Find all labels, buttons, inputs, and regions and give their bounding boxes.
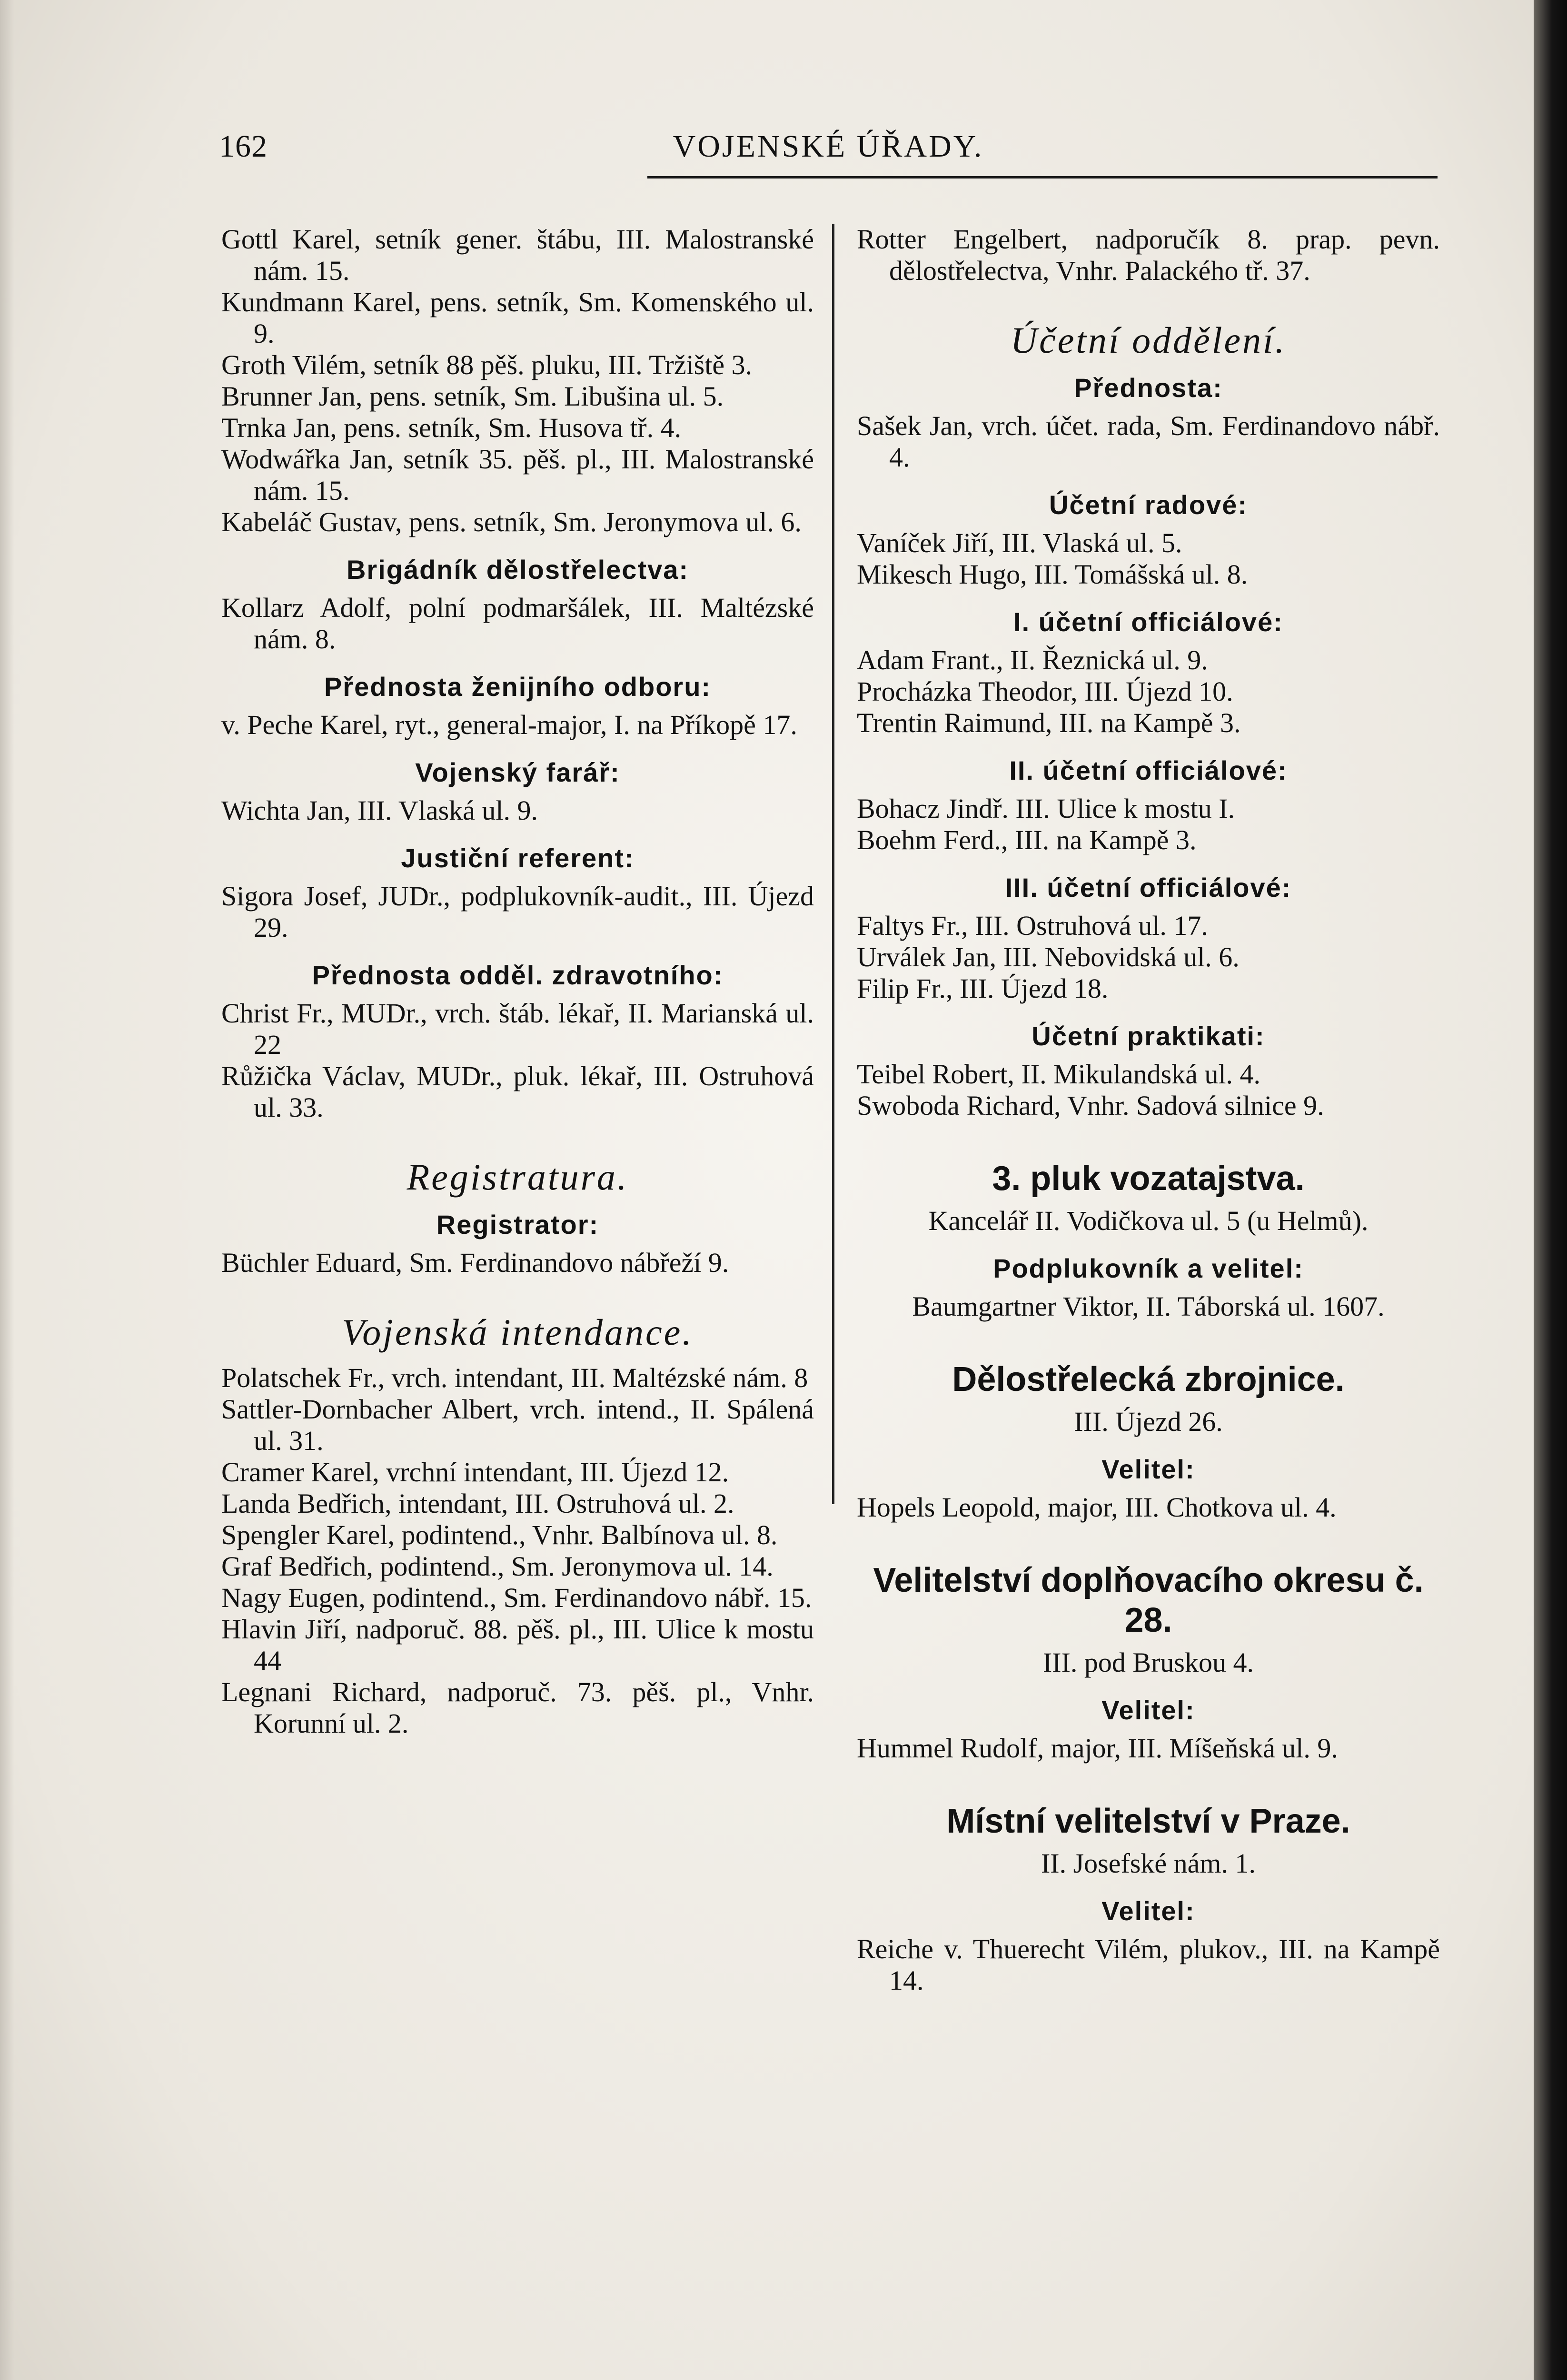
entry-nagy: Nagy Eugen, podintend., Sm. Ferdinandovo nábř. 15. <box>221 1582 812 1613</box>
subheading-zdravotniho: Přednosta odděl. zdravotního: <box>312 960 724 990</box>
left-column <box>221 224 814 1739</box>
entry-cramer: Cramer Karel, vrchní intendant, III. Újezd 12. <box>221 1457 729 1488</box>
entry-brunner: Brunner Jan, pens. setník, Sm. Libušina ul. 5. <box>221 381 724 412</box>
subheading-praktikati: Účetní praktikati: <box>1031 1021 1265 1051</box>
entry-wodwarka: Wodwářka Jan, setník 35. pěš. pl., III. Malostranské nám. 15. <box>221 444 814 506</box>
subheading-registrator: Registrator: <box>436 1210 599 1240</box>
entry-baumgartner: Baumgartner Viktor, II. Táborská ul. 1607. <box>912 1291 1385 1322</box>
entry-peche: v. Peche Karel, ryt., general-major, I. na Příkopě 17. <box>221 709 797 740</box>
entry-bohacz: Bohacz Jindř. III. Ulice k mostu I. <box>857 793 1235 824</box>
subheading-velitel-okresu: Velitel: <box>1101 1695 1195 1725</box>
entry-hlavin: Hlavin Jiří, nadporuč. 88. pěš. pl., III. Ulice k mostu 44 <box>221 1614 814 1676</box>
subheading-velitel-mistni: Velitel: <box>1101 1896 1195 1926</box>
address-zbrojnice: III. Újezd 26. <box>1074 1406 1223 1437</box>
entry-swoboda: Swoboda Richard, Vnhr. Sadová silnice 9. <box>857 1090 1324 1121</box>
subheading-prednosta-zenijniho: Přednosta ženijního odboru: <box>324 672 712 702</box>
entry-buchler: Büchler Eduard, Sm. Ferdinandovo nábřeží 9. <box>221 1247 729 1278</box>
subheading-ucetni-radove: Účetní radové: <box>1049 490 1248 520</box>
running-title: VOJENSKÉ ÚŘADY. <box>673 129 984 164</box>
entry-sattler: Sattler-Dornbacher Albert, vrch. intend., II. Spálená ul. 31. <box>221 1394 814 1456</box>
entry-groth: Groth Vilém, setník 88 pěš. pluku, III. Tržiště 3. <box>221 349 753 380</box>
entry-rotter: Rotter Engelbert, nadporučík 8. prap. pevn. dělostřelectva, Vnhr. Palackého tř. 37. <box>857 224 1440 286</box>
section-title-doplnovaciho-okresu: Velitelství doplňovacího okresu č. 28. <box>873 1561 1424 1639</box>
entry-ruzicka: Růžička Václav, MUDr., pluk. lékař, III. Ostruhová ul. 33. <box>221 1061 814 1123</box>
entry-gottl: Gottl Karel, setník gener. štábu, III. Malostranské nám. 15. <box>221 224 814 286</box>
entry-urvalek: Urválek Jan, III. Nebovidská ul. 6. <box>857 942 1240 972</box>
section-title-zbrojnice: Dělostřelecká zbrojnice. <box>952 1360 1345 1398</box>
section-title-ucetni-oddeleni: Účetní oddělení. <box>1010 319 1287 361</box>
header-rule <box>647 176 1438 178</box>
page-header <box>219 129 1438 181</box>
entry-wichta: Wichta Jan, III. Vlaská ul. 9. <box>221 795 538 826</box>
right-column <box>857 224 1440 1996</box>
section-title-registratura: Registratura. <box>407 1156 629 1198</box>
subheading-prednosta: Přednosta: <box>1074 373 1223 403</box>
entry-reiche: Reiche v. Thuerecht Vilém, plukov., III. na Kampě 14. <box>857 1934 1440 1996</box>
subheading-ii-officialove: II. účetní officiálové: <box>1009 755 1288 785</box>
entry-boehm: Boehm Ferd., III. na Kampě 3. <box>857 824 1197 855</box>
entry-graf: Graf Bedřich, podintend., Sm. Jeronymova ul. 14. <box>221 1551 774 1582</box>
subheading-vojensky-farar: Vojenský farář: <box>415 757 620 787</box>
entry-trnka: Trnka Jan, pens. setník, Sm. Husova tř. 4. <box>221 412 682 443</box>
entry-vanicek: Vaníček Jiří, III. Vlaská ul. 5. <box>857 527 1182 558</box>
entry-trentin: Trentin Raimund, III. na Kampě 3. <box>857 707 1241 738</box>
entry-hummel: Hummel Rudolf, major, III. Míšeňská ul. 9. <box>857 1733 1338 1764</box>
entry-sasek: Sašek Jan, vrch. účet. rada, Sm. Ferdinandovo nábř. 4. <box>857 410 1440 473</box>
entry-mikesch: Mikesch Hugo, III. Tomášská ul. 8. <box>857 559 1248 590</box>
entry-spengler: Spengler Karel, podintend., Vnhr. Balbínova ul. 8. <box>221 1519 778 1550</box>
entry-kabelac: Kabeláč Gustav, pens. setník, Sm. Jeronymova ul. 6. <box>221 506 802 537</box>
address-kancelar: Kancelář II. Vodičkova ul. 5 (u Helmů). <box>928 1205 1369 1236</box>
subheading-velitel-zbrojnice: Velitel: <box>1101 1454 1195 1484</box>
subheading-justicni-referent: Justiční referent: <box>401 843 635 873</box>
subheading-iii-officialove: III. účetní officiálové: <box>1005 873 1292 902</box>
entry-hopels: Hopels Leopold, major, III. Chotkova ul. 4. <box>857 1492 1337 1523</box>
entry-legnani: Legnani Richard, nadporuč. 73. pěš. pl., Vnhr. Korunní ul. 2. <box>221 1676 814 1739</box>
subheading-podplukovnik: Podplukovník a velitel: <box>993 1253 1304 1283</box>
entry-teibel: Teibel Robert, II. Mikulandská ul. 4. <box>857 1059 1261 1090</box>
address-doplnovaci: III. pod Bruskou 4. <box>1042 1647 1254 1678</box>
entry-christ: Christ Fr., MUDr., vrch. štáb. lékař, II. Marianská ul. 22 <box>221 998 814 1060</box>
address-mistni: II. Josefské nám. 1. <box>1041 1848 1256 1879</box>
column-divider <box>832 224 834 1504</box>
entry-prochazka: Procházka Theodor, III. Újezd 10. <box>857 676 1233 707</box>
section-title-mistni-velitelstvi: Místní velitelství v Praze. <box>946 1802 1350 1840</box>
entry-adam: Adam Frant., II. Řeznická ul. 9. <box>857 645 1208 675</box>
entry-landa: Landa Bedřich, intendant, III. Ostruhová ul. 2. <box>221 1488 734 1519</box>
entry-faltys: Faltys Fr., III. Ostruhová ul. 17. <box>857 910 1208 941</box>
subheading-i-officialove: I. účetní officiálové: <box>1013 607 1283 637</box>
subheading-brigadnik: Brigádník dělostřelectva: <box>346 555 689 585</box>
section-title-pluk-vozatajstva: 3. pluk vozatajstva. <box>992 1160 1305 1198</box>
entry-kollarz: Kollarz Adolf, polní podmaršálek, III. Maltézské nám. 8. <box>221 592 814 654</box>
entry-kundmann: Kundmann Karel, pens. setník, Sm. Komenského ul. 9. <box>221 287 814 349</box>
entry-sigora: Sigora Josef, JUDr., podplukovník-audit., III. Újezd 29. <box>221 881 814 943</box>
page-edge-left <box>0 0 14 2380</box>
entry-filip: Filip Fr., III. Újezd 18. <box>857 973 1109 1004</box>
section-title-intendance: Vojenská intendance. <box>342 1311 694 1353</box>
page-edge-shadow <box>1534 0 1567 2380</box>
page-number: 162 <box>219 129 268 164</box>
entry-polatschek: Polatschek Fr., vrch. intendant, III. Maltézské nám. 8 <box>221 1362 808 1393</box>
